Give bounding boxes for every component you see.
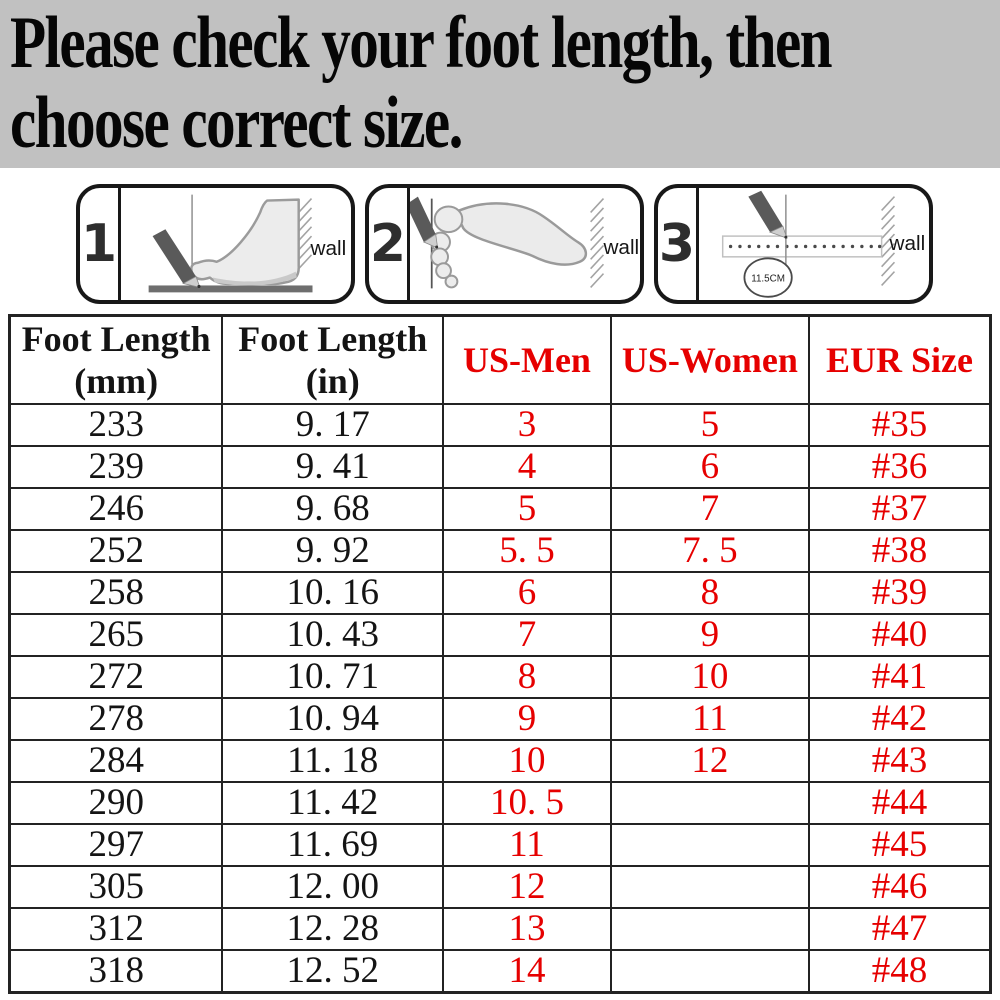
table-cell: 10 — [611, 656, 809, 698]
table-cell: 8 — [443, 656, 611, 698]
table-cell: 252 — [10, 530, 223, 572]
column-header: US-Men — [443, 316, 611, 405]
banner-title-line2: choose correct size. — [10, 82, 462, 164]
table-cell: 9 — [443, 698, 611, 740]
table-row — [10, 446, 991, 488]
table-row — [10, 740, 991, 782]
table-cell: #48 — [809, 950, 991, 993]
table-cell: #37 — [809, 488, 991, 530]
step-1-number: 1 — [80, 188, 121, 300]
pencil-icon — [153, 229, 201, 288]
wall-label: wall — [310, 236, 347, 260]
table-cell: 9 — [611, 614, 809, 656]
table-cell: #43 — [809, 740, 991, 782]
table-cell: 12 — [611, 740, 809, 782]
table-cell: 12. 00 — [222, 866, 443, 908]
footprint-top-view-icon — [410, 188, 640, 300]
column-header: Foot Length (mm) — [10, 316, 223, 405]
table-cell: 11 — [611, 698, 809, 740]
table-cell: 14 — [443, 950, 611, 993]
table-cell: 272 — [10, 656, 223, 698]
banner-title-line1: Please check your foot length, then — [10, 2, 831, 84]
table-row — [10, 572, 991, 614]
table-row — [10, 488, 991, 530]
ruler-measure-icon — [699, 188, 929, 300]
table-row — [10, 698, 991, 740]
table-cell: #40 — [809, 614, 991, 656]
measurement-value-label: 11.5CM — [751, 273, 785, 285]
table-cell: 6 — [443, 572, 611, 614]
table-cell: 7. 5 — [611, 530, 809, 572]
banner — [0, 0, 1000, 168]
table-cell: 284 — [10, 740, 223, 782]
table-cell — [611, 782, 809, 824]
table-cell: #35 — [809, 404, 991, 446]
table-cell — [611, 950, 809, 993]
table-cell: 305 — [10, 866, 223, 908]
table-cell: 265 — [10, 614, 223, 656]
table-row — [10, 656, 991, 698]
foot-silhouette — [191, 200, 298, 284]
step-3-box — [654, 184, 933, 304]
table-cell: 290 — [10, 782, 223, 824]
table-cell: 10. 43 — [222, 614, 443, 656]
table-cell — [611, 824, 809, 866]
table-cell: 5 — [443, 488, 611, 530]
table-cell — [611, 908, 809, 950]
table-cell: 4 — [443, 446, 611, 488]
table-cell: #38 — [809, 530, 991, 572]
table-cell: 10. 71 — [222, 656, 443, 698]
wall-label: wall — [603, 235, 640, 259]
table-cell: 11. 18 — [222, 740, 443, 782]
measurement-circle — [744, 258, 791, 296]
table-cell: 258 — [10, 572, 223, 614]
table-cell — [611, 866, 809, 908]
table-cell: 10. 5 — [443, 782, 611, 824]
table-cell: 239 — [10, 446, 223, 488]
table-row — [10, 614, 991, 656]
table-cell: #41 — [809, 656, 991, 698]
floor-bar — [149, 285, 313, 292]
step-2-illustration — [410, 188, 640, 300]
table-cell: #45 — [809, 824, 991, 866]
measurement-steps — [76, 184, 1000, 304]
table-cell: 9. 41 — [222, 446, 443, 488]
table-cell: 318 — [10, 950, 223, 993]
step-2-box — [365, 184, 644, 304]
column-header: US-Women — [611, 316, 809, 405]
column-header: Foot Length (in) — [222, 316, 443, 405]
table-row — [10, 530, 991, 572]
table-cell: 12. 28 — [222, 908, 443, 950]
pencil-icon — [748, 191, 787, 239]
table-cell: #39 — [809, 572, 991, 614]
table-cell: #42 — [809, 698, 991, 740]
table-cell: #47 — [809, 908, 991, 950]
table-cell: #46 — [809, 866, 991, 908]
table-row — [10, 866, 991, 908]
table-cell: 6 — [611, 446, 809, 488]
table-cell: 233 — [10, 404, 223, 446]
table-cell: 10. 16 — [222, 572, 443, 614]
table-cell: 10. 94 — [222, 698, 443, 740]
wall-label: wall — [889, 231, 926, 255]
table-cell: 246 — [10, 488, 223, 530]
table-cell: 9. 68 — [222, 488, 443, 530]
table-cell: 10 — [443, 740, 611, 782]
table-cell: 5 — [611, 404, 809, 446]
footprint-body — [459, 203, 586, 264]
pencil-icon — [410, 197, 438, 249]
table-cell: 278 — [10, 698, 223, 740]
table-cell: #36 — [809, 446, 991, 488]
table-cell: 312 — [10, 908, 223, 950]
ruler-bar — [723, 236, 882, 257]
table-cell: 8 — [611, 572, 809, 614]
table-row — [10, 908, 991, 950]
table-cell: 3 — [443, 404, 611, 446]
step-3-illustration — [699, 188, 929, 300]
foot-side-view-icon — [121, 188, 351, 300]
table-cell: 297 — [10, 824, 223, 866]
column-header: EUR Size — [809, 316, 991, 405]
wall-hatch — [591, 199, 604, 288]
table-row — [10, 782, 991, 824]
step-2-number: 2 — [369, 188, 410, 300]
step-1-box — [76, 184, 355, 304]
table-body — [10, 404, 991, 993]
table-cell: 12 — [443, 866, 611, 908]
table-cell: 7 — [443, 614, 611, 656]
table-cell: #44 — [809, 782, 991, 824]
table-cell: 5. 5 — [443, 530, 611, 572]
table-cell: 9. 17 — [222, 404, 443, 446]
step-3-number: 3 — [658, 188, 699, 300]
table-row — [10, 950, 991, 993]
table-header-row — [10, 316, 991, 405]
table-cell: 13 — [443, 908, 611, 950]
table-cell: 11 — [443, 824, 611, 866]
table-cell: 12. 52 — [222, 950, 443, 993]
step-1-illustration — [121, 188, 351, 300]
table-cell: 7 — [611, 488, 809, 530]
table-row — [10, 404, 991, 446]
table-cell: 9. 92 — [222, 530, 443, 572]
table-row — [10, 824, 991, 866]
table-cell: 11. 42 — [222, 782, 443, 824]
table-cell: 11. 69 — [222, 824, 443, 866]
size-chart-table — [8, 314, 992, 994]
